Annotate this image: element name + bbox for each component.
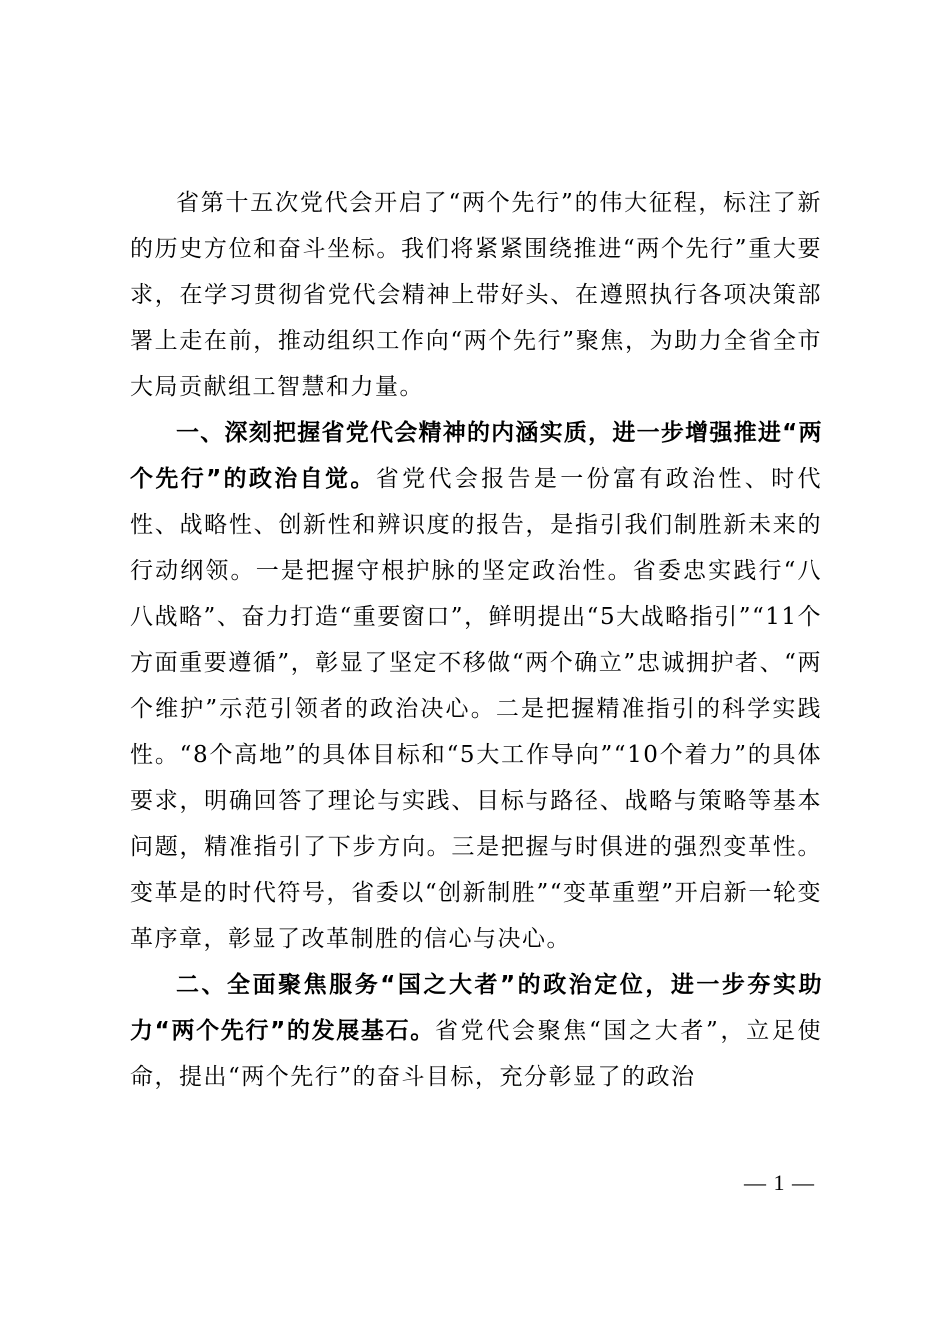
paragraph-text: 省第十五次党代会开启了“两个先行”的伟大征程，标注了新的历史方位和奋斗坐标。我们将紧紧围绕推进“两个先行”重大要求，在学习贯彻省党代会精神上带好头、在遵照执行各项决策部署上走在前，推动组织工作向“两个先行”聚焦，为助力全省全市大局贡献组工智慧和力量。 [130, 190, 822, 400]
section-heading-2: 二、全面聚焦服务“国之大者”的政治定位，进一步夯实助力“两个先行”的发展基石。 [130, 972, 822, 1044]
paragraph-intro [130, 180, 822, 410]
section-text-1: 省党代会报告是一份富有政治性、时代性、战略性、创新性和辨识度的报告，是指引我们制胜新未来的行动纲领。一是把握守根护脉的坚定政治性。省委忠实践行“八八战略”、奋力打造“重要窗口”，鲜明提出“5大战略指引”“11个方面重要遵循”，彰显了坚定不移做“两个确立”忠诚拥护者、“两个维护”示范引领者的政治决心。二是把握精准指引的科学实践性。“8个高地”的具体目标和“5大工作导向”“10个着力”的具体要求，明确回答了理论与实践、目标与路径、战略与策略等基本问题，精准指引了下步方向。三是把握与时俱进的强烈变革性。变革是的时代符号，省委以“创新制胜”“变革重塑”开启新一轮变革序章，彰显了改革制胜的信心与决心。 [130, 466, 823, 952]
page-number: — 1 — [744, 1170, 815, 1195]
paragraph-section-1 [130, 410, 822, 962]
paragraph-section-2 [130, 962, 822, 1100]
section-text-2: 省党代会聚焦“国之大者”，立足使命，提出“两个先行”的奋斗目标，充分彰显了的政治 [130, 1018, 822, 1090]
section-heading-1: 一、深刻把握省党代会精神的内涵实质，进一步增强推进“两个先行”的政治自觉。 [130, 420, 822, 492]
document-body [130, 180, 822, 1100]
